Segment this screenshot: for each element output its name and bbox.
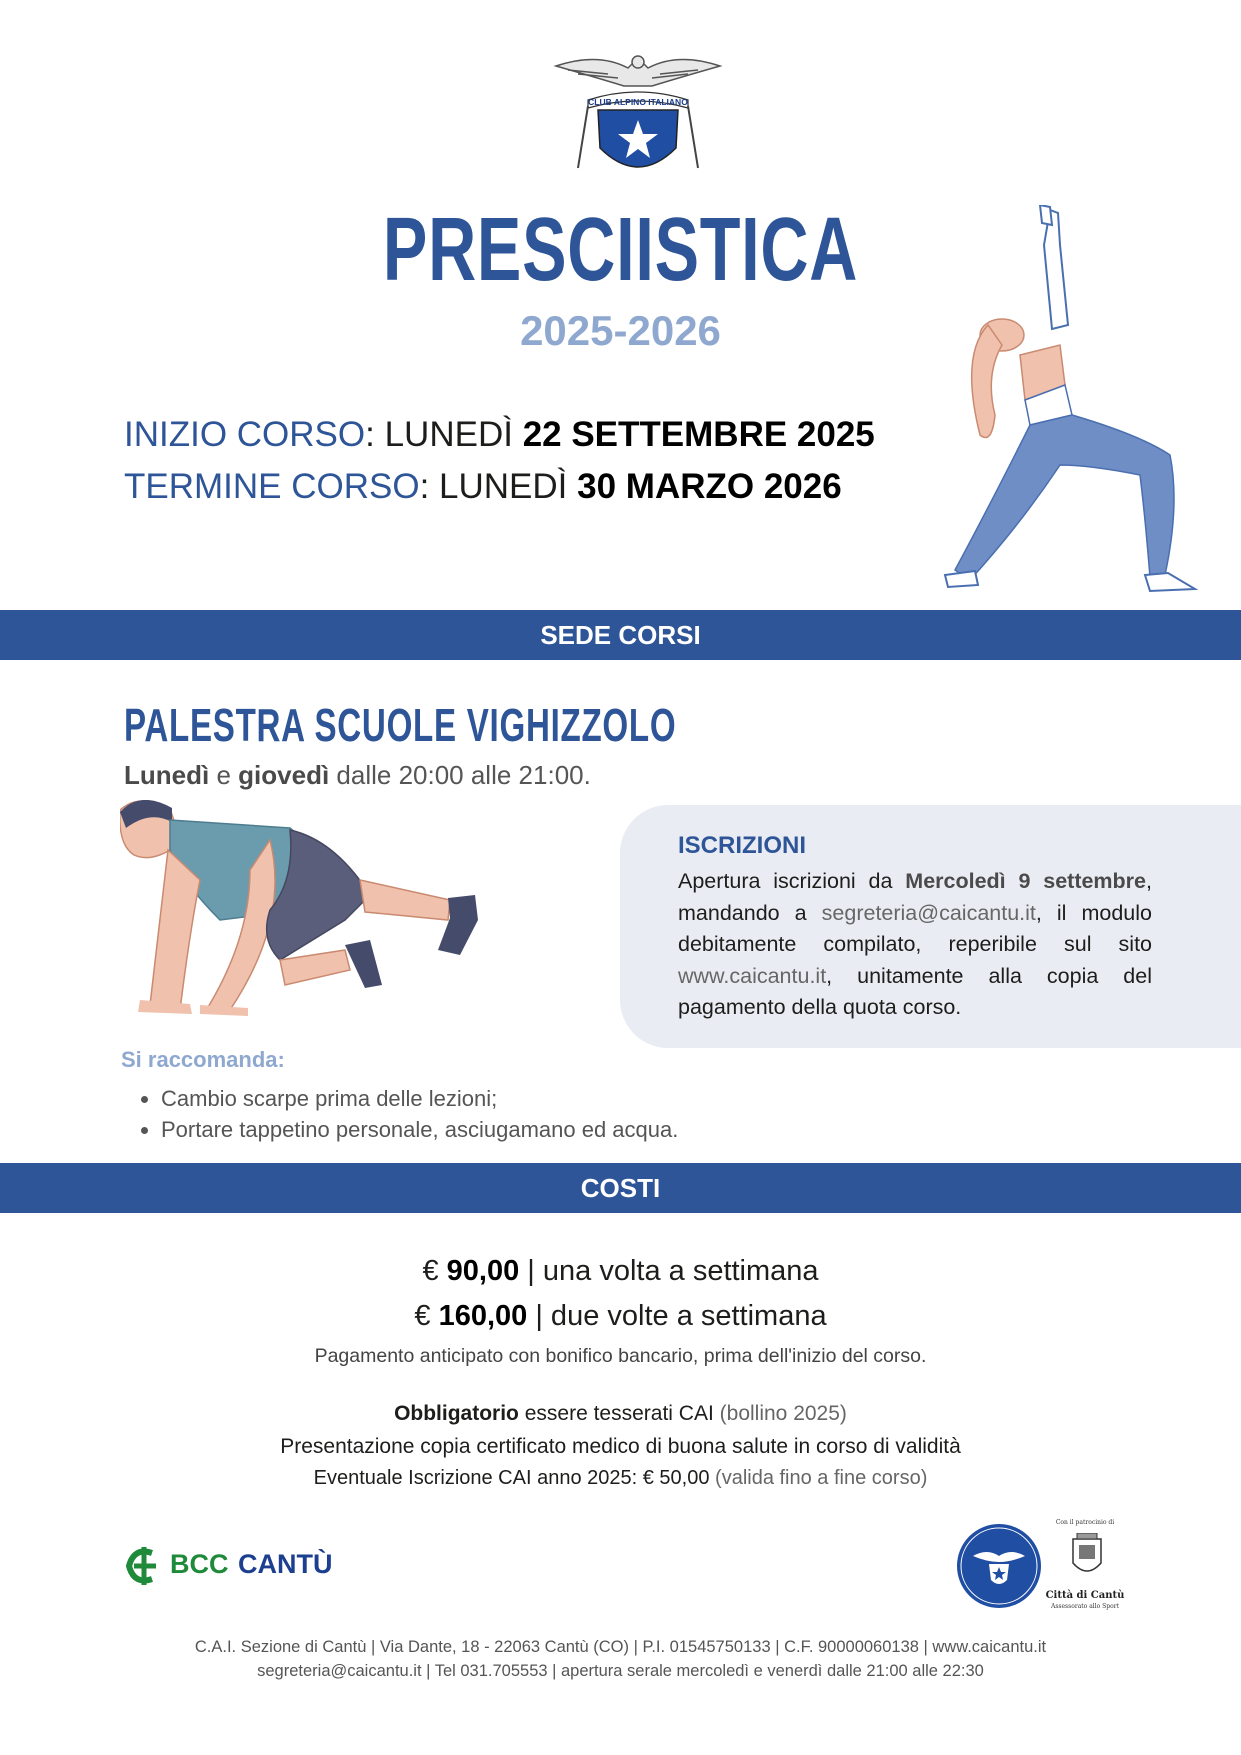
course-start-label: INIZIO CORSO xyxy=(124,415,366,454)
price-2-currency: € xyxy=(414,1300,431,1332)
course-start-day: LUNEDÌ xyxy=(384,415,513,454)
payment-note: Pagamento anticipato con bonifico bancario, prima dell'inizio del corso. xyxy=(314,1345,927,1367)
logo-text: CLUB ALPINO ITALIANO xyxy=(588,97,688,107)
registration-p4: , unitamente alla copia del pagamento della quota corso. xyxy=(678,963,1152,1019)
price-option-2 xyxy=(0,1300,1241,1333)
registration-p2: , mandando a xyxy=(678,869,1152,925)
price-1-amount: 90,00 xyxy=(446,1255,520,1287)
registration-p1: Apertura iscrizioni da xyxy=(678,869,893,893)
city-department: Assessorato allo Sport xyxy=(1051,1603,1119,1610)
course-start: INIZIO CORSO: LUNEDÌ 22 SETTEMBRE 2025 xyxy=(124,415,875,454)
registration-p3: , il modulo debitamente compilato, reperibile sul sito xyxy=(678,900,1152,956)
bcc-logo-icon xyxy=(124,1545,164,1587)
schedule-day-1: Lunedì xyxy=(124,760,210,790)
venue-schedule xyxy=(124,760,591,791)
price-2-amount: 160,00 xyxy=(438,1300,528,1332)
exercise-illustration xyxy=(120,800,540,1035)
footer-line-2: segreteria@caicantu.it | Tel 031.705553 | apertura serale mercoledì e venerdì dalle 21:00 alle 22:30 xyxy=(257,1662,984,1680)
schedule-day-2: giovedì xyxy=(238,760,330,790)
section-band-costs: COSTI xyxy=(0,1163,1241,1213)
course-start-date: 22 SETTEMBRE 2025 xyxy=(522,415,875,454)
cai-logo xyxy=(548,48,728,196)
yoga-illustration xyxy=(940,205,1220,600)
mandatory-text: essere tesserati CAI xyxy=(524,1402,714,1425)
season-label: 2025-2026 xyxy=(520,307,721,354)
course-end-date: 30 MARZO 2026 xyxy=(577,467,842,506)
city-crest-icon xyxy=(1067,1533,1107,1583)
course-end-day: LUNEDÌ xyxy=(439,467,568,506)
registration-text xyxy=(678,866,1152,1024)
page-title: PRESCIISTICA xyxy=(382,200,859,300)
cai-section-badge xyxy=(955,1522,1043,1610)
recommendations-list xyxy=(121,1083,678,1145)
registration-title: ISCRIZIONI xyxy=(678,832,807,859)
footer-line-1: C.A.I. Sezione di Cantù | Via Dante, 18 - 22063 Cantù (CO) | P.I. 01545750133 | C.F. 90000060138 | www.caicantu.it xyxy=(194,1638,1047,1656)
schedule-and: e xyxy=(216,760,231,790)
membership-text: Eventuale Iscrizione CAI anno 2025: € 50,00 xyxy=(313,1467,710,1489)
course-end: TERMINE CORSO: LUNEDÌ 30 MARZO 2026 xyxy=(124,467,842,506)
section-band-venue: SEDE CORSI xyxy=(0,610,1241,660)
price-2-desc: | due volte a settimana xyxy=(535,1300,827,1332)
membership-note: (valida fino a fine corso) xyxy=(715,1467,928,1489)
registration-open-date: Mercoledì 9 settembre xyxy=(905,869,1147,893)
recommendations-title: Si raccomanda: xyxy=(121,1047,285,1072)
mandatory-label: Obbligatorio xyxy=(394,1402,519,1425)
schedule-hours: dalle 20:00 alle 21:00. xyxy=(336,760,591,790)
list-item: • Cambio scarpe prima delle lezioni; xyxy=(161,1083,678,1114)
list-item: • Portare tappetino personale, asciugamano ed acqua. xyxy=(161,1114,678,1145)
requirement-cai-registration xyxy=(0,1467,1241,1490)
price-1-desc: | una volta a settimana xyxy=(527,1255,819,1287)
registration-email-link[interactable]: segreteria@caicantu.it xyxy=(821,900,1036,925)
course-end-label: TERMINE CORSO xyxy=(124,467,420,506)
price-option-1 xyxy=(0,1255,1241,1288)
bcc-logo-city: CANTÙ xyxy=(238,1549,333,1579)
bcc-logo-text: BCC xyxy=(170,1549,229,1579)
requirement-medical: Presentazione copia certificato medico di buona salute in corso di validità xyxy=(280,1435,961,1458)
venue-name: PALESTRA SCUOLE VIGHIZZOLO xyxy=(124,699,677,751)
requirement-membership xyxy=(0,1402,1241,1426)
price-1-currency: € xyxy=(422,1255,439,1287)
mandatory-note: (bollino 2025) xyxy=(719,1402,847,1425)
patronage-label: Con il patrocinio di xyxy=(1055,1519,1115,1526)
registration-site-link[interactable]: www.caicantu.it xyxy=(678,963,827,988)
city-name: Città di Cantù xyxy=(1045,1590,1125,1601)
